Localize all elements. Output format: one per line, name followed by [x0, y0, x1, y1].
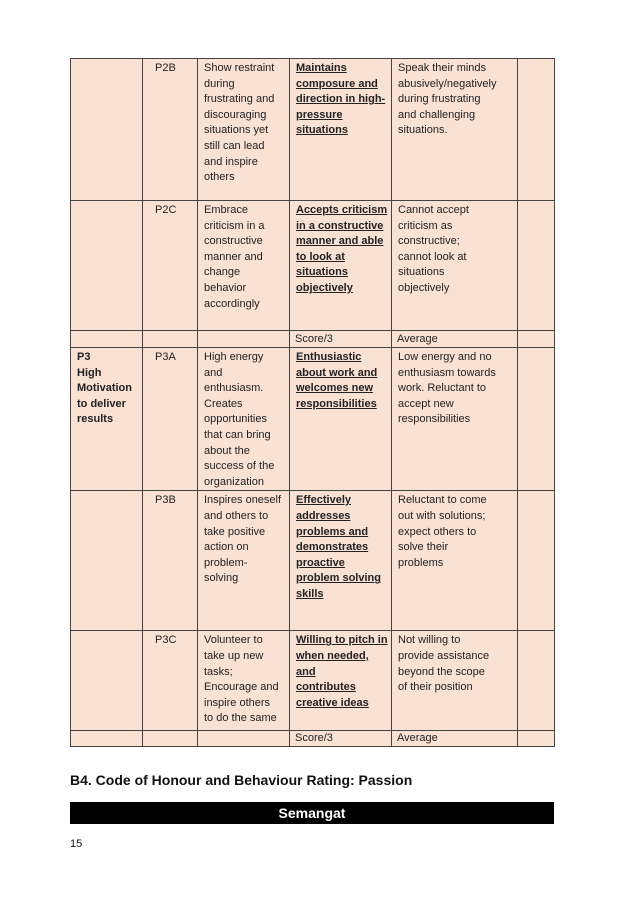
behaviour-cell: [198, 491, 290, 631]
behaviour-cell-line: solving: [204, 572, 239, 585]
below-cell-line: constructive;: [398, 235, 460, 248]
behaviour-cell-line: organization: [204, 475, 264, 488]
exceeds-cell-line: contributes: [296, 681, 356, 694]
category-cell: [71, 348, 143, 491]
empty-cell: [198, 731, 290, 747]
table-row: [71, 201, 555, 331]
code-cell: P2B: [143, 59, 198, 201]
behaviour-cell-line: and: [204, 366, 223, 379]
below-cell: [392, 201, 518, 331]
below-cell-line: problems: [398, 556, 444, 569]
score-row: [71, 331, 555, 348]
below-cell-line: solve their: [398, 541, 449, 554]
score-input-cell[interactable]: [518, 731, 555, 747]
score-value: Average: [392, 331, 518, 348]
exceeds-cell-line: to look at: [296, 250, 345, 263]
behaviour-cell: [198, 631, 290, 731]
behaviour-cell-line: Volunteer to: [204, 634, 263, 647]
below-cell-line: accept new: [398, 397, 454, 410]
exceeds-cell-line: situations: [296, 266, 348, 279]
below-cell: [392, 631, 518, 731]
page-number: 15: [70, 838, 83, 850]
empty-cell: [71, 331, 143, 348]
below-cell-line: enthusiasm towards: [398, 366, 496, 379]
exceeds-cell-line: problem solving: [296, 572, 381, 585]
score-row: [71, 731, 555, 747]
below-cell-line: situations: [398, 266, 445, 279]
behaviour-cell: [198, 59, 290, 201]
below-cell-line: expect others to: [398, 525, 477, 538]
category-cell-line: P3: [77, 351, 91, 363]
exceeds-cell: [290, 348, 392, 491]
empty-cell: [143, 731, 198, 747]
exceeds-cell-line: about work and: [296, 366, 378, 379]
exceeds-cell-line: composure and: [296, 77, 378, 90]
section-heading: B4. Code of Honour and Behaviour Rating: Passion: [70, 772, 413, 788]
below-cell-line: Speak their minds: [398, 62, 487, 74]
code-cell: P3B: [143, 491, 198, 631]
score-input-cell[interactable]: [518, 331, 555, 348]
behaviour-cell-line: success of the: [204, 460, 275, 473]
below-cell-line: beyond the scope: [398, 665, 485, 678]
code-cell: P3C: [143, 631, 198, 731]
exceeds-cell-line: and: [296, 665, 316, 678]
behaviour-cell-line: behavior: [204, 281, 247, 294]
behaviour-cell-line: still can lead: [204, 139, 265, 152]
rating-cell[interactable]: [518, 631, 555, 731]
exceeds-cell: [290, 201, 392, 331]
behaviour-cell-line: others: [204, 171, 235, 184]
score-value: Average: [392, 731, 518, 747]
behaviour-cell-line: and inspire: [204, 155, 258, 168]
exceeds-cell-line: direction in high-: [296, 93, 386, 106]
rating-cell[interactable]: [518, 59, 555, 201]
behaviour-cell-line: Encourage and: [204, 681, 279, 694]
behaviour-cell: [198, 348, 290, 491]
behaviour-cell-line: manner and: [204, 250, 263, 263]
below-cell-line: out with solutions;: [398, 509, 486, 522]
rating-cell[interactable]: [518, 201, 555, 331]
score-label: Score/3: [290, 331, 392, 348]
behaviour-cell-line: frustrating and: [204, 93, 275, 106]
table-row: [71, 631, 555, 731]
below-cell-line: Low energy and no: [398, 351, 492, 363]
category-cell: [71, 201, 143, 331]
exceeds-cell-line: manner and able: [296, 235, 384, 248]
rating-table: [70, 58, 555, 747]
behaviour-cell-line: that can bring: [204, 428, 271, 441]
behaviour-cell-line: situations yet: [204, 124, 269, 137]
behaviour-cell-line: discouraging: [204, 108, 267, 121]
exceeds-cell-line: creative ideas: [296, 696, 369, 709]
exceeds-cell-line: pressure: [296, 108, 343, 121]
category-cell-line: to deliver: [77, 397, 126, 410]
behaviour-cell-line: problem-: [204, 556, 248, 569]
below-cell: [392, 348, 518, 491]
rating-cell[interactable]: [518, 348, 555, 491]
category-cell-line: Motivation: [77, 382, 132, 395]
behaviour-cell-line: about the: [204, 444, 250, 457]
behaviour-cell-line: during: [204, 77, 235, 90]
exceeds-cell-line: skills: [296, 587, 324, 600]
exceeds-cell-line: welcomes new: [296, 382, 374, 395]
exceeds-cell-line: Accepts criticism: [296, 204, 388, 216]
category-cell-line: results: [77, 413, 114, 426]
exceeds-cell-line: Effectively: [296, 494, 352, 507]
exceeds-cell: [290, 59, 392, 201]
exceeds-cell-line: when needed,: [296, 649, 369, 662]
score-label: Score/3: [290, 731, 392, 747]
exceeds-cell-line: in a constructive: [296, 219, 384, 232]
below-cell-line: Not willing to: [398, 634, 461, 647]
below-cell-line: cannot look at: [398, 250, 467, 263]
behaviour-cell-line: take positive: [204, 525, 266, 538]
category-cell: [71, 491, 143, 631]
exceeds-cell-line: responsibilities: [296, 397, 377, 410]
exceeds-cell: [290, 491, 392, 631]
below-cell-line: Reluctant to come: [398, 494, 487, 507]
below-cell-line: criticism as: [398, 219, 453, 232]
below-cell-line: Cannot accept: [398, 204, 469, 216]
empty-cell: [198, 331, 290, 348]
below-cell-line: objectively: [398, 281, 450, 294]
exceeds-cell-line: situations: [296, 124, 348, 137]
behaviour-cell-line: take up new: [204, 649, 264, 662]
below-cell-line: responsibilities: [398, 413, 471, 426]
exceeds-cell-line: Willing to pitch in: [296, 634, 388, 647]
exceeds-cell-line: objectively: [296, 281, 353, 294]
behaviour-cell-line: criticism in a: [204, 219, 265, 232]
below-cell: [392, 59, 518, 201]
below-cell-line: work. Reluctant to: [398, 382, 487, 395]
behaviour-cell-line: High energy: [204, 351, 264, 363]
behaviour-cell-line: Inspires oneself: [204, 494, 282, 507]
below-cell-line: of their position: [398, 681, 473, 694]
behaviour-cell-line: and others to: [204, 509, 269, 522]
below-cell-line: and challenging: [398, 108, 476, 121]
section-banner: Semangat: [70, 802, 554, 824]
rating-cell[interactable]: [518, 491, 555, 631]
exceeds-cell: [290, 631, 392, 731]
code-cell: P3A: [143, 348, 198, 491]
below-cell-line: during frustrating: [398, 93, 481, 106]
category-cell: [71, 59, 143, 201]
table-row: [71, 59, 555, 201]
behaviour-cell: [198, 201, 290, 331]
behaviour-cell-line: opportunities: [204, 413, 267, 426]
behaviour-cell-line: Show restraint: [204, 62, 275, 74]
behaviour-cell-line: tasks;: [204, 665, 233, 678]
empty-cell: [71, 731, 143, 747]
behaviour-cell-line: action on: [204, 541, 249, 554]
behaviour-cell-line: Creates: [204, 397, 243, 410]
below-cell-line: abusively/negatively: [398, 77, 497, 90]
below-cell: [392, 491, 518, 631]
behaviour-cell-line: inspire others: [204, 696, 271, 709]
behaviour-cell-line: to do the same: [204, 712, 277, 725]
behaviour-cell-line: enthusiasm.: [204, 382, 264, 395]
behaviour-cell-line: accordingly: [204, 297, 260, 310]
exceeds-cell-line: proactive: [296, 556, 345, 569]
exceeds-cell-line: Enthusiastic: [296, 351, 362, 363]
category-cell: [71, 631, 143, 731]
below-cell-line: provide assistance: [398, 649, 490, 662]
table-row: [71, 491, 555, 631]
behaviour-cell-line: Embrace: [204, 204, 249, 216]
exceeds-cell-line: Maintains: [296, 62, 347, 74]
exceeds-cell-line: problems and: [296, 525, 369, 538]
below-cell-line: situations.: [398, 124, 448, 137]
category-cell-line: High: [77, 366, 102, 379]
code-cell: P2C: [143, 201, 198, 331]
empty-cell: [143, 331, 198, 348]
exceeds-cell-line: addresses: [296, 509, 351, 522]
behaviour-cell-line: constructive: [204, 235, 263, 248]
exceeds-cell-line: demonstrates: [296, 541, 369, 554]
behaviour-cell-line: change: [204, 266, 241, 279]
table-row: [71, 348, 555, 491]
